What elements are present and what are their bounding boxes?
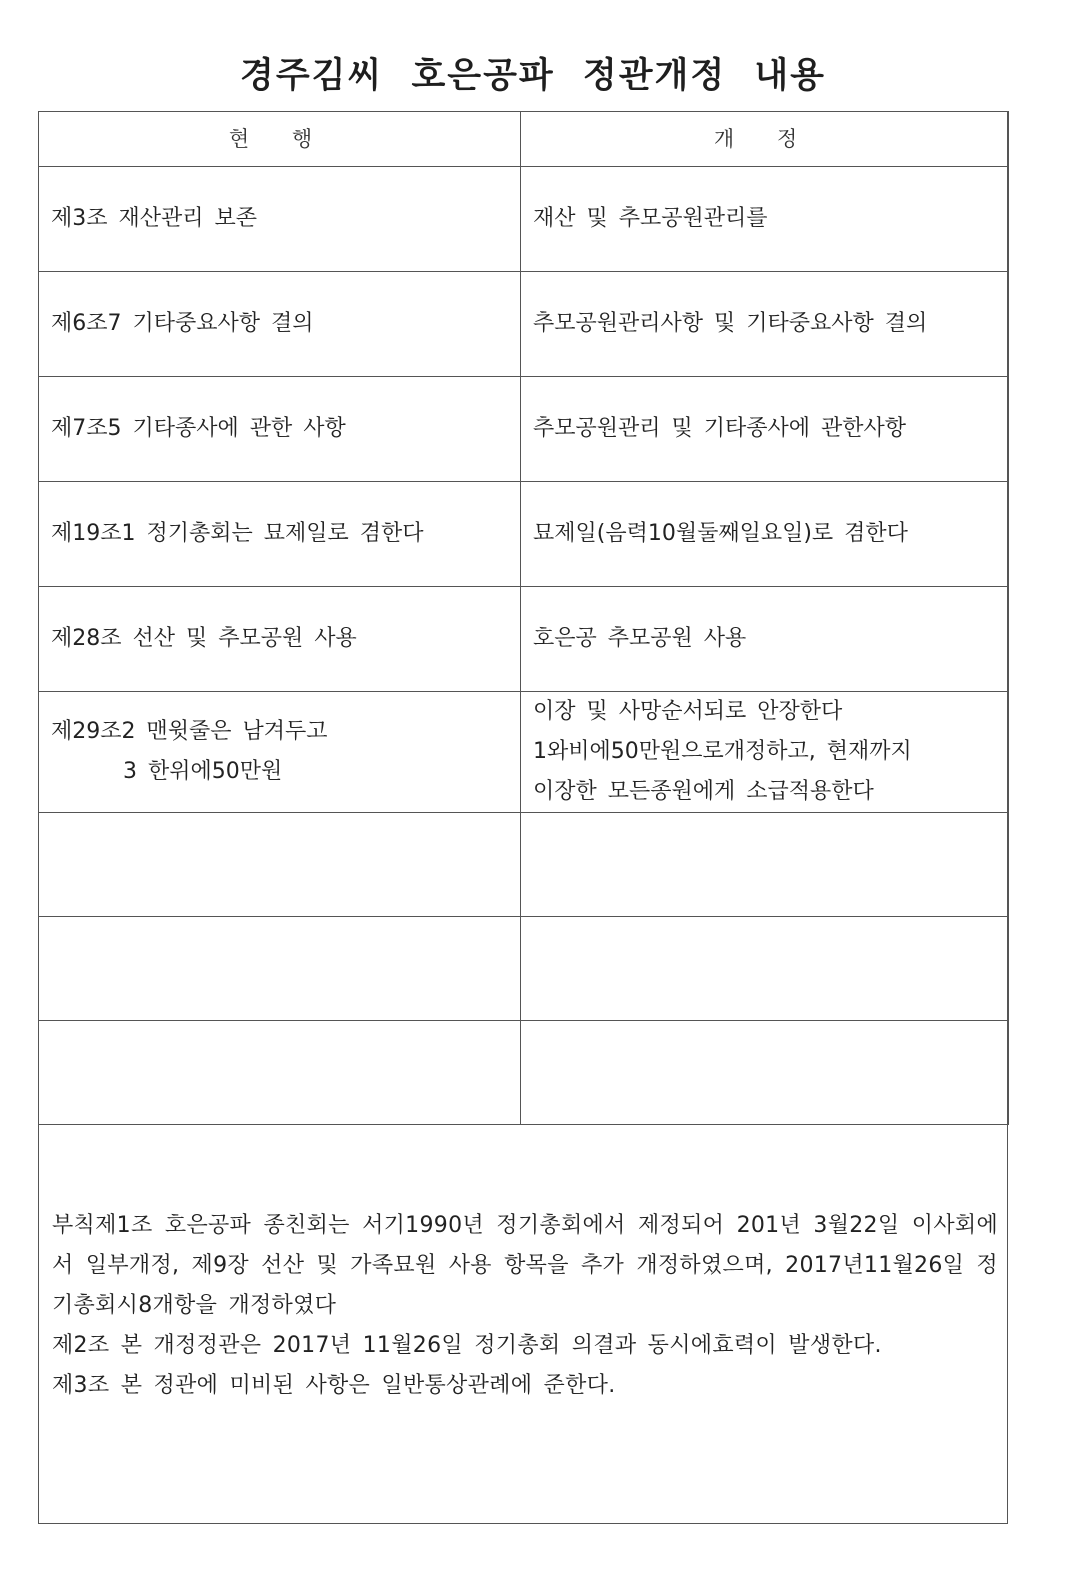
document-title: 경주김씨 호은공파 정관개정 내용: [240, 56, 826, 96]
revised-cell: 묘제일(음력10월둘째일요일)로 겸한다: [521, 482, 1009, 587]
current-cell-empty: [39, 1021, 521, 1125]
revised-cell-line: 이장 및 사망순서되로 안장한다: [533, 699, 843, 724]
supplementary-article-1: 부칙제1조 호은공파 종친회는 서기1990년 정기총회에서 제정되어 201년 3월22일 이사회에서 일부개정, 제9장 선산 및 가족묘원 사용 항목을 추가 개정하였으며, 2017년11월26일 정기총회시8개항을 개정하였다: [52, 1213, 998, 1318]
supplementary-article-2: 제2조 본 개정정관은 2017년 11월26일 정기총회 의결과 동시에효력이 발생한다.: [52, 1333, 882, 1358]
current-cell: [39, 692, 521, 813]
current-cell-empty: [39, 813, 521, 917]
revised-cell-empty: [521, 813, 1009, 917]
revised-cell-line: 이장한 모든종원에게 소급적용한다: [533, 779, 874, 804]
table-row: [39, 377, 1009, 482]
revised-cell: 호은공 추모공원 사용: [521, 587, 1009, 692]
table-row-empty: [39, 1021, 1009, 1125]
table-header-row: [39, 112, 1009, 167]
table-row: [39, 272, 1009, 377]
table-row-empty: [39, 917, 1009, 1021]
current-cell: 제3조 재산관리 보존: [39, 167, 521, 272]
revised-cell-empty: [521, 1021, 1009, 1125]
amendment-table: [38, 111, 1009, 1125]
current-cell: 제6조7 기타중요사항 결의: [39, 272, 521, 377]
table-row: [39, 167, 1009, 272]
revised-cell: 추모공원관리 및 기타종사에 관한사항: [521, 377, 1009, 482]
current-cell-line: 3 한위에50만원: [123, 759, 283, 784]
current-cell: 제7조5 기타종사에 관한 사항: [39, 377, 521, 482]
revised-cell: 재산 및 추모공원관리를: [521, 167, 1009, 272]
revised-cell: 추모공원관리사항 및 기타중요사항 결의: [521, 272, 1009, 377]
table-row: [39, 692, 1009, 813]
supplementary-provisions: [52, 1206, 998, 1406]
current-cell-empty: [39, 917, 521, 1021]
current-cell-line: 제29조2 맨윗줄은 남겨두고: [51, 719, 328, 744]
table-row: [39, 587, 1009, 692]
revised-cell-line: 1와비에50만원으로개정하고, 현재까지: [533, 739, 912, 764]
table-row-empty: [39, 813, 1009, 917]
header-current: 현 행: [39, 112, 521, 167]
revised-cell-empty: [521, 917, 1009, 1021]
current-cell: 제28조 선산 및 추모공원 사용: [39, 587, 521, 692]
revised-cell: [521, 692, 1009, 813]
header-revised: 개 정: [521, 112, 1009, 167]
current-cell: 제19조1 정기총회는 묘제일로 겸한다: [39, 482, 521, 587]
table-row: [39, 482, 1009, 587]
supplementary-article-3: 제3조 본 정관에 미비된 사항은 일반통상관례에 준한다.: [52, 1373, 616, 1398]
